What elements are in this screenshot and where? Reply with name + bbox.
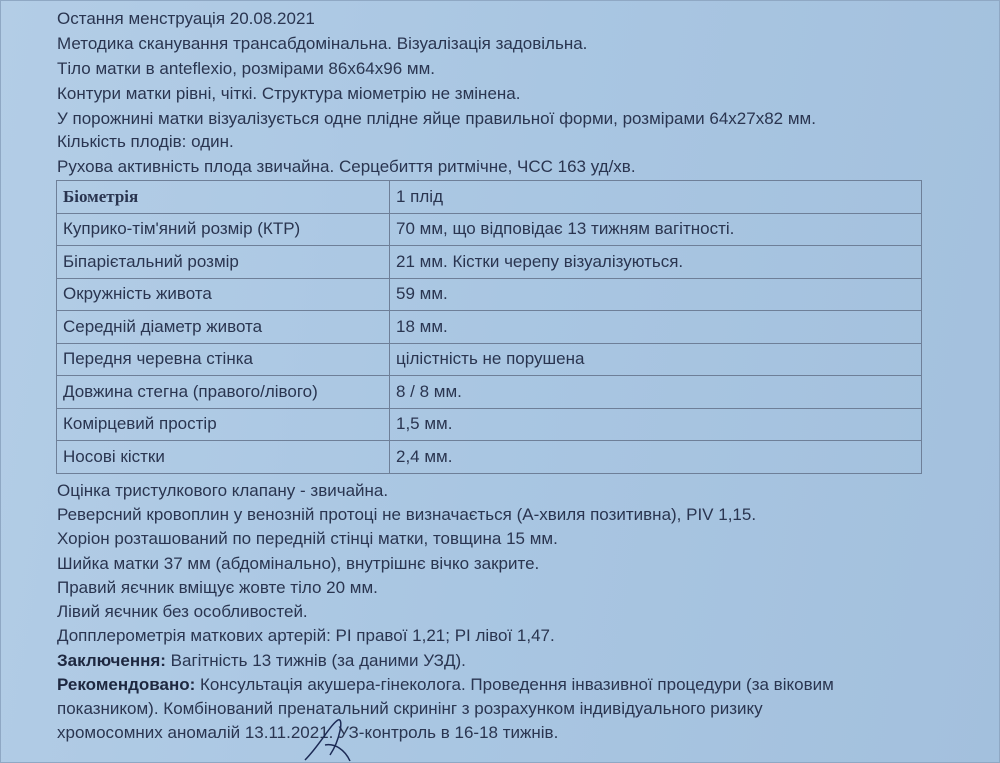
value-cell: 1,5 мм. [390, 408, 922, 441]
intro-line: Рухова активність плода звичайна. Серцебиття ритмічне, ЧСС 163 уд/хв. [57, 157, 636, 176]
param-cell: Комірцевий простір [57, 408, 390, 441]
value-cell: 2,4 мм. [390, 441, 922, 474]
signature-mark [300, 715, 360, 763]
table-row [57, 311, 922, 344]
param-cell: Окружність живота [57, 278, 390, 311]
recommendation-label: Рекомендовано: [57, 675, 196, 694]
header-cell: 1 плід [390, 181, 922, 214]
param-cell: Біпарієтальний розмір [57, 246, 390, 279]
intro-line: Контури матки рівні, чіткі. Структура міометрію не змінена. [57, 84, 521, 103]
table-row [57, 441, 922, 474]
value-cell: 18 мм. [390, 311, 922, 344]
finding-line: Шийка матки 37 мм (абдомінально), внутрішнє вічко закрите. [57, 554, 540, 573]
table-header-row [57, 181, 922, 214]
table-row [57, 408, 922, 441]
table-row [57, 213, 922, 246]
header-cell: Біометрія [57, 181, 390, 214]
recommendation-line: показником). Комбінований пренатальний скринінг з розрахунком індивідуального ризику [57, 699, 763, 718]
recommendation-line: хромосомних аномалій 13.11.2021. УЗ-контроль в 16-18 тижнів. [57, 723, 559, 742]
conclusion-label: Заключення: [57, 651, 166, 670]
biometry-table [56, 180, 922, 474]
value-cell: 70 мм, що відповідає 13 тижням вагітності. [390, 213, 922, 246]
param-cell: Куприко-тім'яний розмір (КТР) [57, 213, 390, 246]
table-row [57, 376, 922, 409]
value-cell: 59 мм. [390, 278, 922, 311]
recommendation-text: Консультація акушера-гінеколога. Проведення інвазивної процедури (за віковим [195, 675, 834, 694]
param-cell: Середній діаметр живота [57, 311, 390, 344]
conclusion-text: Вагітність 13 тижнів (за даними УЗД). [165, 651, 466, 670]
value-cell: цілістність не порушена [390, 343, 922, 376]
conclusion [57, 650, 466, 672]
intro-line: Методика сканування трансабдомінальна. Візуалізація задовільна. [57, 34, 588, 53]
table-row [57, 278, 922, 311]
intro-line: Тіло матки в anteflexio, розмірами 86х64х96 мм. [57, 59, 435, 78]
table-row [57, 246, 922, 279]
param-cell: Передня черевна стінка [57, 343, 390, 376]
table-row [57, 343, 922, 376]
finding-line: Допплерометрія маткових артерій: PI правої 1,21; PI лівої 1,47. [57, 626, 555, 645]
value-cell: 21 мм. Кістки черепу візуалізуються. [390, 246, 922, 279]
finding-line: Оцінка тристулкового клапану - звичайна. [57, 481, 389, 500]
finding-line: Хоріон розташований по передній стінці матки, товщина 15 мм. [57, 529, 558, 548]
intro-line: У порожнині матки візуалізується одне плідне яйце правильної форми, розмірами 64х27х82 мм. [57, 109, 816, 128]
value-cell: 8 / 8 мм. [390, 376, 922, 409]
finding-line: Лівий яєчник без особливостей. [57, 602, 308, 621]
recommendation [57, 674, 834, 696]
intro-line: Кількість плодів: один. [57, 132, 234, 151]
finding-line: Правий яєчник вміщує жовте тіло 20 мм. [57, 578, 378, 597]
param-cell: Носові кістки [57, 441, 390, 474]
intro-line: Остання менструація 20.08.2021 [57, 9, 315, 28]
finding-line: Реверсний кровоплин у венозній протоці не визначається (А-хвиля позитивна), PIV 1,15. [57, 505, 757, 524]
param-cell: Довжина стегна (правого/лівого) [57, 376, 390, 409]
